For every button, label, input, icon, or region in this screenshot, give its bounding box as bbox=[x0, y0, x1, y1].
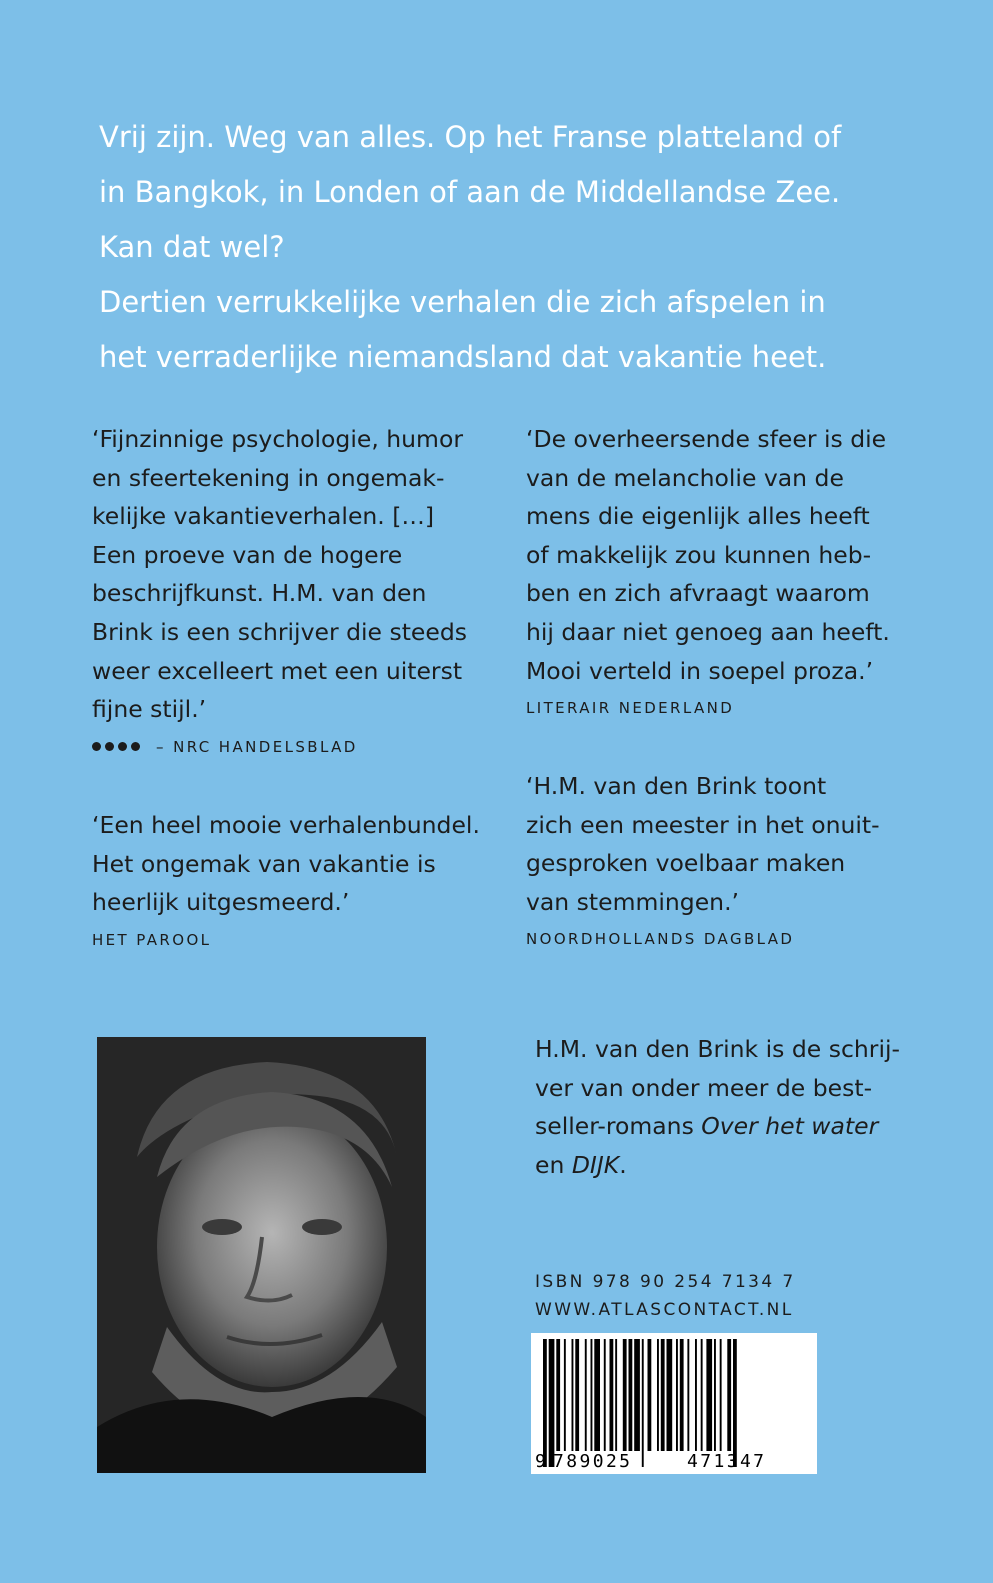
quote-text: ‘Fijnzinnige psychologie, humor en sfeertekening in ongemak- kelijke vakantieverhalen. […] Een proeve van de hogere beschrijfkunst. H.M. van den Brink is een schrijver die steeds weer excelleert met een uiterst fijne stijl.’ bbox=[92, 425, 467, 724]
isbn-number: ISBN 978 90 254 7134 7 bbox=[535, 1272, 796, 1292]
cover-blurb bbox=[99, 110, 919, 385]
barcode-bar bbox=[615, 1339, 617, 1451]
barcode-bar bbox=[701, 1339, 703, 1451]
barcode-bar bbox=[727, 1339, 731, 1451]
barcode-bar bbox=[543, 1339, 547, 1467]
barcode-bar bbox=[604, 1339, 606, 1451]
barcode-bar bbox=[591, 1339, 593, 1451]
barcode-bar bbox=[733, 1339, 737, 1467]
barcode-bar bbox=[585, 1339, 587, 1451]
author-photo bbox=[97, 1037, 426, 1473]
barcode-bar bbox=[642, 1339, 644, 1467]
barcode-digits-right: 471347 bbox=[687, 1451, 767, 1472]
barcode-bar bbox=[594, 1339, 600, 1451]
barcode-bar bbox=[661, 1339, 665, 1451]
blurb-line: Kan dat wel? bbox=[99, 230, 285, 264]
barcode-bar bbox=[680, 1339, 684, 1451]
barcode-bar bbox=[575, 1339, 579, 1451]
barcode-digits-left: 789025 bbox=[553, 1451, 633, 1472]
book-title: Over het water bbox=[701, 1112, 879, 1141]
bio-line: ver van onder meer de best- bbox=[535, 1073, 873, 1102]
barcode-bar bbox=[572, 1339, 574, 1451]
author-bio bbox=[535, 1030, 935, 1184]
blurb-line: Vrij zijn. Weg van alles. Op het Franse platteland of bbox=[99, 120, 842, 154]
blurb-line: het verraderlijke niemandsland dat vakantie heet. bbox=[99, 340, 827, 374]
quote-text: ‘H.M. van den Brink toont zich een meester in het onuit- gesproken voelbaar maken van stemmingen.’ bbox=[526, 772, 880, 916]
barcode-bar bbox=[623, 1339, 627, 1451]
rating-stars bbox=[92, 738, 144, 756]
publisher-website[interactable]: WWW.ATLASCONTACT.NL bbox=[535, 1300, 794, 1320]
isbn-block bbox=[535, 1268, 796, 1324]
bio-punctuation: . bbox=[619, 1150, 627, 1179]
barcode-bar bbox=[629, 1339, 633, 1451]
bio-line: seller-romans bbox=[535, 1112, 702, 1141]
barcode-bar bbox=[564, 1339, 566, 1451]
barcode-bar bbox=[676, 1339, 678, 1451]
blurb-line: in Bangkok, in Londen of aan de Middellandse Zee. bbox=[99, 175, 841, 209]
barcode-bar bbox=[687, 1339, 689, 1451]
bio-line: en bbox=[535, 1150, 572, 1179]
quote-source: LITERAIR NEDERLAND bbox=[526, 699, 735, 718]
review-quote-nrc bbox=[92, 420, 512, 757]
review-quote-parool bbox=[92, 806, 512, 950]
blurb-line: Dertien verrukkelijke verhalen die zich afspelen in bbox=[99, 285, 826, 319]
barcode-bar bbox=[610, 1339, 614, 1451]
author-portrait-illustration bbox=[97, 1037, 426, 1473]
quote-source: HET PAROOL bbox=[92, 930, 212, 949]
barcode-bar bbox=[556, 1339, 560, 1451]
barcode-bar bbox=[706, 1339, 712, 1451]
barcode-bar bbox=[648, 1339, 652, 1451]
barcode-digit-first: 9 bbox=[535, 1451, 546, 1472]
quote-source bbox=[92, 737, 512, 757]
barcode-bar bbox=[667, 1339, 673, 1451]
book-title: DIJK bbox=[571, 1150, 620, 1179]
barcode-bar bbox=[549, 1339, 555, 1467]
barcode bbox=[531, 1333, 817, 1474]
barcode-bar bbox=[720, 1339, 722, 1451]
quote-source: NOORDHOLLANDS DAGBLAD bbox=[526, 930, 795, 949]
barcode-bar bbox=[714, 1339, 716, 1451]
barcode-bar bbox=[695, 1339, 697, 1451]
quote-source-name: – NRC HANDELSBLAD bbox=[156, 737, 358, 756]
review-quote-literair bbox=[526, 420, 946, 718]
bio-line: H.M. van den Brink is de schrij- bbox=[535, 1035, 900, 1063]
barcode-bar bbox=[657, 1339, 659, 1451]
quote-text: ‘Een heel mooie verhalenbundel. Het ongemak van vakantie is heerlijk uitgesmeerd.’ bbox=[92, 811, 480, 917]
quote-text: ‘De overheersende sfeer is die van de melancholie van de mens die eigenlijk alles heeft of makkelijk zou kunnen heb- ben en zich afvraagt waarom hij daar niet genoeg aan heeft. Mooi verteld in soepel proza.’ bbox=[526, 425, 890, 685]
review-quote-noordhollands bbox=[526, 767, 946, 949]
barcode-bar bbox=[634, 1339, 640, 1451]
